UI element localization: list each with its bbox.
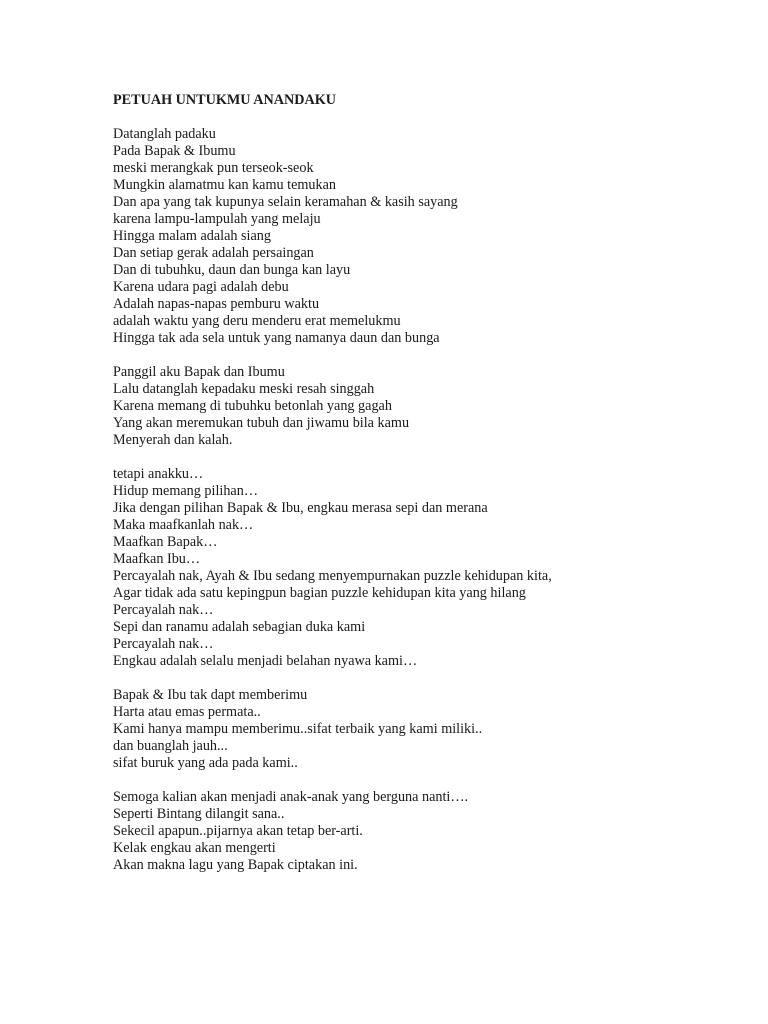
poem-line: Harta atau emas permata..: [113, 704, 261, 720]
poem-line: sifat buruk yang ada pada kami..: [113, 755, 298, 771]
poem-line: Adalah napas-napas pemburu waktu: [113, 296, 320, 312]
poem-line: Semoga kalian akan menjadi anak-anak yang berguna nanti….: [113, 789, 469, 805]
poem-line: Jika dengan pilihan Bapak & Ibu, engkau merasa sepi dan merana: [113, 500, 488, 516]
poem-line: Maafkan Ibu…: [113, 551, 201, 567]
poem-line: Percayalah nak…: [113, 602, 214, 618]
poem-line: tetapi anakku…: [113, 466, 204, 482]
poem-line: Mungkin alamatmu kan kamu temukan: [113, 177, 337, 193]
poem-line: Sepi dan ranamu adalah sebagian duka kami: [113, 619, 366, 635]
poem-line: Kelak engkau akan mengerti: [113, 840, 276, 856]
poem-line: Hingga tak ada sela untuk yang namanya daun dan bunga: [113, 330, 440, 346]
document-title: PETUAH UNTUKMU ANANDAKU: [113, 92, 337, 108]
poem-line: adalah waktu yang deru menderu erat memelukmu: [113, 313, 401, 329]
poem-line: Percayalah nak…: [113, 636, 214, 652]
poem-stanza: [113, 364, 753, 449]
poem-line: Menyerah dan kalah.: [113, 432, 233, 448]
poem-stanza: [113, 126, 753, 347]
poem-line: Percayalah nak, Ayah & Ibu sedang menyempurnakan puzzle kehidupan kita,: [113, 568, 552, 584]
poem-line: Dan di tubuhku, daun dan bunga kan layu: [113, 262, 351, 278]
poem-line: meski merangkak pun terseok-seok: [113, 160, 314, 176]
poem-line: Seperti Bintang dilangit sana..: [113, 806, 285, 822]
poem-line: Bapak & Ibu tak dapt memberimu: [113, 687, 308, 703]
document-page: [113, 92, 753, 891]
poem-stanza: [113, 687, 753, 772]
poem-line: Karena memang di tubuhku betonlah yang gagah: [113, 398, 392, 414]
poem-line: Yang akan meremukan tubuh dan jiwamu bila kamu: [113, 415, 410, 431]
poem-line: Maafkan Bapak…: [113, 534, 218, 550]
poem-stanza: [113, 789, 753, 874]
poem-line: Sekecil apapun..pijarnya akan tetap ber-arti.: [113, 823, 363, 839]
poem-stanza: [113, 466, 753, 670]
poem-line: Panggil aku Bapak dan Ibumu: [113, 364, 285, 380]
poem-line: Hingga malam adalah siang: [113, 228, 271, 244]
poem-line: Lalu datanglah kepadaku meski resah singgah: [113, 381, 375, 397]
poem-line: Kami hanya mampu memberimu..sifat terbaik yang kami miliki..: [113, 721, 483, 737]
poem-line: Pada Bapak & Ibumu: [113, 143, 236, 159]
poem-line: Akan makna lagu yang Bapak ciptakan ini.: [113, 857, 358, 873]
poem-line: Agar tidak ada satu kepingpun bagian puzzle kehidupan kita yang hilang: [113, 585, 526, 601]
poem-line: karena lampu-lampulah yang melaju: [113, 211, 321, 227]
poem-line: dan buanglah jauh...: [113, 738, 228, 754]
poem-body: [113, 126, 753, 874]
poem-line: Datanglah padaku: [113, 126, 216, 142]
poem-line: Hidup memang pilihan…: [113, 483, 259, 499]
poem-line: Karena udara pagi adalah debu: [113, 279, 289, 295]
poem-line: Engkau adalah selalu menjadi belahan nyawa kami…: [113, 653, 418, 669]
poem-line: Maka maafkanlah nak…: [113, 517, 254, 533]
poem-line: Dan apa yang tak kupunya selain keramahan & kasih sayang: [113, 194, 458, 210]
poem-line: Dan setiap gerak adalah persaingan: [113, 245, 314, 261]
